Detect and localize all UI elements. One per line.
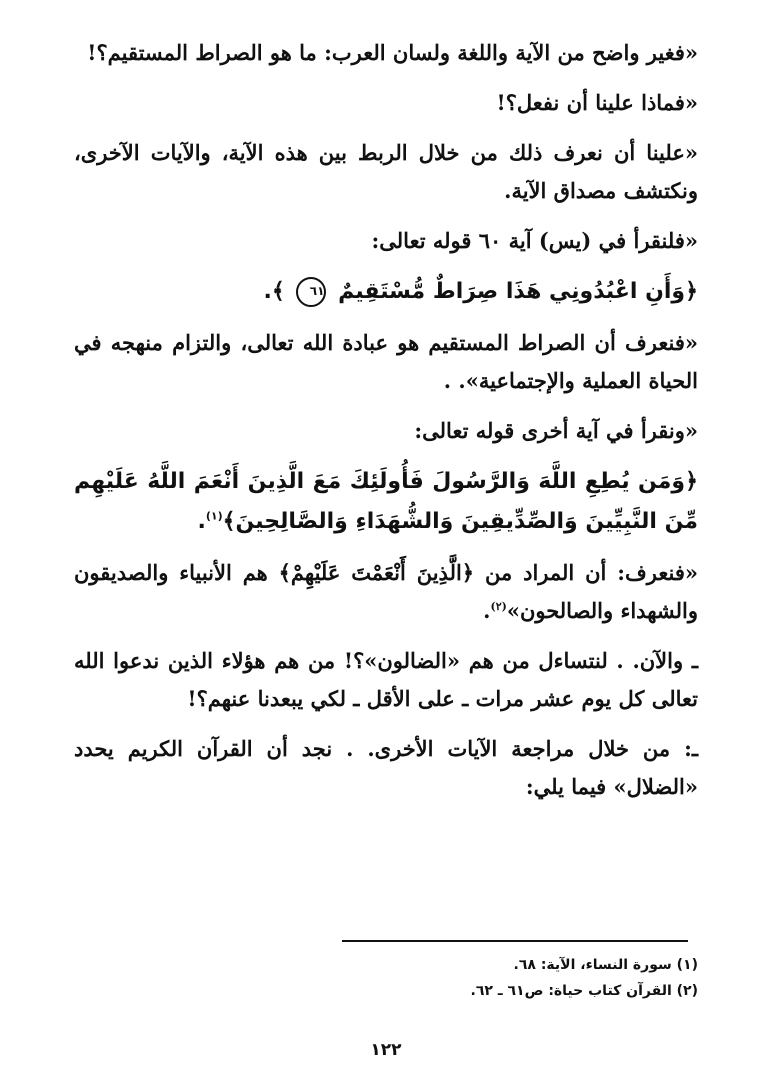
page-body [74, 34, 698, 818]
footnote-2: (٢) القرآن كتاب حياة: ص٦١ ـ ٦٢. [470, 983, 698, 999]
verse-2-end: . [197, 509, 206, 534]
paragraph-1: «فغير واضح من الآية واللغة ولسان العرب: ما هو الصراط المستقيم؟! [87, 40, 698, 65]
page-number: ١٢٢ [370, 1040, 402, 1060]
verse-number-marker: ٦١ [296, 277, 326, 307]
paragraph-7-end: هم الأنبياء والصديقون والشهداء والصالحون» [74, 560, 698, 623]
paragraph-7 [74, 554, 698, 630]
footnotes [342, 952, 698, 1004]
paragraph-9: ـ: من خلال مراجعة الآيات الأخرى. . نجد أن القرآن الكريم يحدد «الضلال» فيما يلي: [74, 736, 698, 799]
verse-1-text: ﴿وَأَنِ اعْبُدُونِي هَذَا صِرَاطٌ مُّسْتَقِيمٌ [338, 279, 698, 304]
paragraph-7-dot: . [483, 598, 491, 623]
footnote-divider [342, 940, 688, 942]
paragraph-2: «فماذا علينا أن نفعل؟! [496, 90, 698, 115]
footnote-ref-1: (١) [205, 509, 223, 523]
quran-verse-1 [74, 272, 698, 312]
paragraph-6: «ونقرأ في آية أخرى قوله تعالى: [414, 418, 698, 443]
quran-verse-2 [74, 462, 698, 542]
paragraph-5: «فنعرف أن الصراط المستقيم هو عبادة الله تعالى، والتزام منهجه في الحياة العملية والإجتماعية». . [74, 330, 698, 393]
paragraph-3: «علينا أن نعرف ذلك من خلال الربط بين هذه الآية، والآيات الآخرى، ونكتشف مصداق الآية. [74, 140, 698, 203]
verse-2-text: ﴿وَمَن يُطِعِ اللَّهَ وَالرَّسُولَ فَأُولَئِكَ مَعَ الَّذِينَ أَنْعَمَ اللَّهُ عَلَيْهِم مِّنَ النَّبِيِّينَ وَالصِّدِّيقِينَ وَالشُّهَدَاءِ وَالصَّالِحِينَ﴾ [74, 469, 698, 534]
paragraph-7-quote: ﴿الَّذِينَ أَنْعَمْتَ عَلَيْهِمْ﴾ [278, 560, 475, 585]
paragraph-4: «فلنقرأ في (يس) آية ٦٠ قوله تعالى: [371, 228, 698, 253]
paragraph-8: ـ والآن. . لنتساءل من هم «الضالون»؟! من هم هؤلاء الذين ندعوا الله تعالى كل يوم عشر مرات ـ على الأقل ـ لكي يبعدنا عنهم؟! [74, 648, 698, 711]
footnote-1: (١) سورة النساء، الآية: ٦٨. [513, 957, 698, 973]
verse-1-close: ﴾. [263, 279, 285, 304]
paragraph-7-start: «فنعرف: أن المراد من [485, 560, 698, 585]
footnote-ref-2: (٢) [490, 600, 507, 613]
